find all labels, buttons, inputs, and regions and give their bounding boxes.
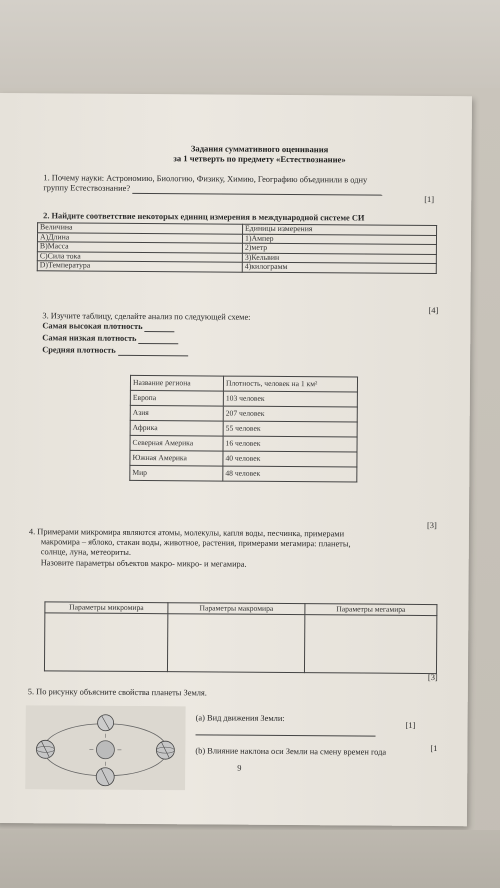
lowest-answer-line[interactable]: [139, 343, 179, 344]
table-cell: В)Масса: [37, 242, 242, 253]
q1-score: [1]: [424, 194, 435, 205]
table-header: Плотность, человек на 1 км²: [223, 376, 357, 392]
average-answer-line[interactable]: [118, 355, 188, 356]
table-cell: 2)метр: [242, 243, 436, 254]
table-header: Величина: [38, 223, 243, 234]
table-row: [130, 435, 357, 452]
table-row: [130, 450, 357, 467]
q5-prompt: 5. По рисунку объясните свойства планеты Земля.: [27, 687, 207, 698]
earth-orbit-illustration: [25, 705, 186, 790]
table-cell: Азия: [130, 405, 223, 421]
table-header: Параметры микромира: [45, 602, 168, 614]
q4-line1: 4. Примерами микромира являются атомы, молекулы, капля воды, песчинка, примерами: [28, 527, 345, 539]
table-cell: Южная Америка: [130, 450, 223, 466]
table-header: Название региона: [130, 375, 223, 391]
table-cell: 40 человек: [223, 451, 357, 467]
table-header: Параметры мегамира: [305, 604, 437, 616]
table-row: [130, 465, 357, 482]
q4-line4: Назовите параметры объектов макро- микро- и мегамира.: [40, 558, 247, 569]
q2-prompt: 2. Найдите соответствие некоторых единиц измерения в международной системе СИ: [43, 211, 365, 223]
density-table: [129, 375, 358, 483]
table-cell: 16 человек: [223, 436, 357, 452]
table-row: [130, 420, 357, 437]
table-row: [130, 405, 357, 422]
table-cell: Африка: [130, 420, 223, 436]
q4-line2: макромира – яблоко, стакан воды, животное, растения, примерами мегамира: планеты,: [40, 537, 351, 549]
sun-icon: [96, 741, 114, 759]
micro-answer-cell[interactable]: [44, 613, 167, 672]
q4-line3: солнце, луна, метеориты.: [40, 547, 132, 557]
q3-average: Средняя плотность: [42, 345, 188, 356]
q5a-prompt: (а) Вид движения Земли:: [195, 713, 285, 724]
earth-globe-icon: [36, 740, 54, 758]
q3-highest: Самая высокая плотность: [42, 321, 174, 332]
table-row: [130, 375, 357, 392]
table-cell: 103 человек: [223, 391, 357, 407]
table-cell: Северная Америка: [130, 435, 223, 451]
table-cell: 4)килограмм: [242, 262, 436, 273]
table-header: Единицы измерения: [243, 224, 437, 235]
earth-globe-icon: [96, 768, 114, 786]
worlds-table: [44, 601, 437, 674]
table-cell: D)Температура: [37, 261, 242, 272]
table-row: [130, 390, 357, 407]
macro-answer-cell[interactable]: [167, 614, 304, 673]
q3-lowest: Самая низкая плотность: [42, 333, 178, 344]
page-number: 9: [237, 763, 242, 773]
q5b-score: [1: [430, 744, 438, 754]
table-row: [44, 613, 436, 674]
table-cell: Мир: [130, 465, 223, 481]
page-title: Задания суммативного оценивания за 1 четверть по предмету «Естествознание»: [173, 143, 346, 165]
q5a-score: [1]: [405, 720, 416, 730]
highest-answer-line[interactable]: [145, 331, 175, 332]
q2-score: [4]: [428, 305, 439, 316]
q5a-answer-line[interactable]: [196, 734, 376, 736]
q1-line2: группу Естествознание?: [43, 183, 382, 195]
table-header: Параметры макромира: [168, 603, 305, 615]
table-cell: 207 человек: [223, 406, 357, 422]
q4-score: [3]: [427, 673, 438, 683]
units-table: [37, 222, 437, 273]
table-cell: 1)Ампер: [242, 234, 436, 245]
q3-prompt: 3. Изучите таблицу, сделайте анализ по следующей схеме:: [42, 311, 251, 322]
table-cell: 55 человек: [223, 421, 357, 437]
q3-score: [3]: [426, 520, 437, 531]
table-cell: А)Длина: [37, 232, 242, 243]
q1-line1: 1. Почему науки: Астрономию, Биологию, Физику, Химию, Географию объединили в одну: [43, 173, 368, 185]
mega-answer-cell[interactable]: [304, 615, 436, 674]
earth-globe-icon: [156, 741, 174, 759]
table-row: [37, 261, 436, 273]
table-cell: 3)Кельвин: [242, 253, 436, 264]
table-cell: Европа: [130, 390, 223, 406]
earth-globe-icon: [98, 715, 114, 731]
background-top: [0, 0, 500, 88]
worksheet-page: [0, 93, 472, 826]
q5b-prompt: (b) Влияние наклона оси Земли на смену времен года: [195, 746, 387, 757]
q1-answer-line[interactable]: [132, 193, 382, 196]
background-bottom: [0, 830, 500, 888]
table-cell: С)Сила тока: [37, 251, 242, 262]
table-cell: 48 человек: [223, 466, 357, 482]
